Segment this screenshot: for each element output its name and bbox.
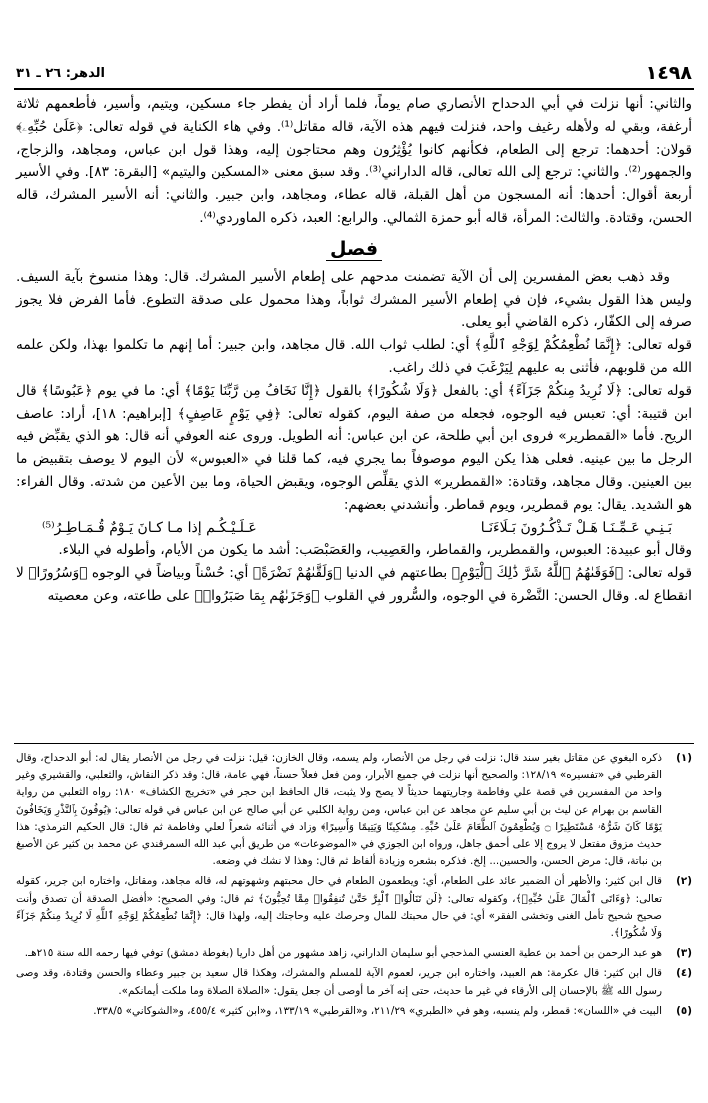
footnote-text: هو عبد الرحمن بن أحمد بن عطية العنسي المذحجي أبو سليمان الداراني، زاهد مشهور من أهل داريا (بغوطة دمشق) توفي فيها رحمه الله سنة ٢١٥هـ. (24, 947, 662, 960)
footnote-text: قال ابن كثير: قال عكرمة: هم العبيد، واختاره ابن جرير، لعموم الآية للمسلم والمشرك، وهكذا قال سعيد بن جبير وعطاء والحسن وقتادة، وقد وصى رسول الله ﷺ بالإحسان إلى الأرقاء في غير ما حديث، حتى إنه آخر ما أوصى أن جعل يقول: «الصلاة الصلاة وما ملكت أيمانكم». (16, 967, 662, 997)
footnote-number: (٢) (676, 875, 692, 888)
page-number: ١٤٩٨ (645, 62, 692, 84)
footnote-number: (٥) (676, 1004, 692, 1017)
verse-first-hemistich: بَـنِـي عَـمِّـنَـا هَـلْ تَـذْكُـرُونَ بَـلَاءَنَـا (480, 519, 672, 536)
footnote (16, 750, 692, 870)
paragraph-verse-11: قوله تعالى: ﴿فَوَقَىٰهُمُ ٱللَّهُ شَرَّ ذَٰلِكَ ٱلْيَوْمِ﴾ بطاعتهم في الدنيا ﴿وَلَقَّىٰهُمْ نَضْرَةً﴾ أي: حُسْناً وبياضاً في الوجوه ﴿وَسُرُورًا﴾ لا انقطاع له. وقال الحسن: النَّضْرة في الوجوه، والسُّرور في القلوب ﴿وَجَزَىٰهُم بِمَا صَبَرُوا۟﴾ على طاعته، وعن معصيته (16, 565, 692, 604)
paragraph-abu-ubayda: وقال أبو عبيدة: العبوس، والقمطرير، والقماطر، والعَصِيب، والعَصَبْصَب: أشد ما يكون من الأيام، وأطوله في البلاء. (58, 542, 692, 559)
footnote-number: (٣) (676, 947, 692, 960)
footnote-rule (14, 743, 694, 744)
footnote (16, 945, 692, 962)
poetry-verse (16, 517, 692, 540)
footnote-number: (١) (676, 752, 692, 764)
footnote-text: البيت في «اللسان»: قمطر، ولم ينسبه، وهو في «الطبري» ٢١١/٢٩، و«القرطبي» ١٣٣/١٩، و«ابن كثير» ٤٥٥/٤، و«الشوكاني» ٣٣٨/٥. (93, 1004, 662, 1017)
paragraph-second-view: والثاني: أنها نزلت في أبي الدحداح الأنصاري صام يوماً، فلما أراد أن يفطر جاء مسكين، ويتيم، وأسير، فأطعمهم ثلاثة أرغفة، وبقي له ولأهله رغيف واحد، فنزلت فيهم هذه الآية، قاله مقاتل⁽¹⁾. وفي هاء الكناية في قوله تعالى: ﴿عَلَىٰ حُبِّهِۦ﴾ قولان: أحدهما: ترجع إلى الطعام، فكأنهم كانوا يُؤْثِرُون وهم محتاجون إليه، وهذا قول ابن عباس، ومجاهد، والزجاج، والجمهور⁽²⁾. والثاني: ترجع إلى الله تعالى، قاله الداراني⁽³⁾. وقد سبق معنى «المسكين واليتيم» [البقرة: ٨٣]. وفي الأسير أربعة أقوال: أحدها: أنه المسجون من أهل القبلة، قاله عطاء، ومجاهد، وابن جبير. والثاني: أنه الأسير المشرك، قاله الحسن، وقتادة. والثالث: المرأة، قاله أبو حمزة الثمالي. والرابع: العبد، ذكره الماوردي⁽⁴⁾. (16, 96, 693, 226)
verse-second-hemistich: عَـلَـيْـكُـم إذا مـا كـانَ يَـوْمٌ قُـمَـاطِـرُ⁽⁵⁾ (42, 519, 257, 536)
sura-reference: الدهر: ٢٦ ـ ٣١ (16, 65, 105, 81)
footnotes (16, 750, 692, 1023)
paragraph-verse-10: قوله تعالى: ﴿لَا نُرِيدُ مِنكُمْ جَزَآءً﴾ أي: بالفعل ﴿وَلَا شُكُورًا﴾ بالقول ﴿إِنَّا نَخَافُ مِن رَّبِّنَا يَوْمًا﴾ أي: ما في يوم ﴿عَبُوسًا﴾ قال ابن قتيبة: أي: تعبس فيه الوجوه، فجعله من صفة اليوم، كقوله تعالى: ﴿فِي يَوْمٍ عَاصِفٍ﴾ [إبراهيم: ١٨]، أراد: عاصف الريح. فأما «القمطرير» فروى ابن أبي طلحة، عن ابن عباس: أنه الطويل. وروى عنه العوفي أنه قال: هو الذي يقبِّض فيه الرجل ما بين عينيه. فعلى هذا يكن اليوم موصوفاً بما يجري فيه، كما قلنا في «العبوس» لأن اليوم لا يوصف بتقبيض ما بين العينين. وقال مجاهد، وقتادة: «القمطرير» الذي يقلِّص الوجوه، ويقبض الحياة، وما بين الأعين من شدته. وقال الفراء: هو الشديد. يقال: يوم قمطرير، ويوم قماطر. وأنشدني بعضهم: (16, 382, 692, 513)
paragraph-abrogation: وقد ذهب بعض المفسرين إلى أن الآية تضمنت مدحهم على إطعام الأسير المشرك. قال: وهذا منسوخ بآية السيف. وليس هذا القول بشيء، فإن في إطعام الأسير المشرك ثواباً، وهذا محمول على صدقة التطوع. فأما الفرض فلا يجوز صرفه إلى الكفّار، ذكره القاضي أبو يعلى. (16, 268, 692, 331)
main-text (16, 93, 692, 608)
paragraph-verse-9: قوله تعالى: ﴿إِنَّمَا نُطْعِمُكُمْ لِوَجْهِ ٱللَّهِ﴾ أي: لطلب ثواب الله. قال مجاهد، وابن جبير: أما إنهم ما تكلموا بهذا، ولكن علمه الله من قلوبهم، فأثنى به عليهم لِيَرْغَبَ في ذلك راغب. (16, 337, 692, 376)
footnote-number: (٤) (676, 967, 692, 980)
running-header (16, 62, 692, 84)
footnote-text: ذكره البغوي عن مقاتل بغير سند قال: نزلت في رجل من الأنصار، ولم يسمه، وقال الخازن: قيل: نزلت في رجل من الأنصار يقال له: أبو الدحداح، وقال القرطبي في «تفسيره» ١٢٨/١٩: والصحيح أنها نزلت في جميع الأبرار، ومن فعل فعلاً حسناً، فهي عامة، قال: وقد ذكر النقاش، والثعلبي، والقشيري وغير واحد من المفسرين في قصة علي وفاطمة وجاريتهما حديثاً لا يصح ولا يثبت، قال الحافظ ابن حجر في «تخريج الكشاف» ١٨٠: رواه الثعلبي من رواية القاسم بن بهرام عن ليث بن أبي سليم عن مجاهد عن ابن عباس، ومن رواية الكلبي عن أبي صالح عن ابن عباس في قوله تعالى: ﴿يُوفُونَ بِٱلنَّذْرِ وَيَخَافُونَ يَوْمًا كَانَ شَرُّهُۥ مُسْتَطِيرًا ۝ وَيُطْعِمُونَ ٱلطَّعَامَ عَلَىٰ حُبِّهِۦ مِسْكِينًا وَيَتِيمًا وَأَسِيرًا﴾ وزاد في أثنائه شعراً لعلي وفاطمة ثم قال: قال الحكيم الترمذي: هذا حديث مزوق مفتعل لا يروج إلا على أحمق جاهل، ورواه ابن الجوزي في «الموضوعات» من طريق أبي عبد الله السمرقندي عن محمد بن كثير عن الأصبغ بن نباتة، قال: مرض الحسن، والحسين... إلخ. فذكره بشعره وزيادة ألفاظ ثم قال: وهذا لا نشك في وضعه. (16, 752, 662, 868)
footnote-text: قال ابن كثير: والأظهر أن الضمير عائد على الطعام، أي: ويطعمون الطعام في حال محبتهم وشهوتهم له، قاله مجاهد، ومقاتل، واختاره ابن جرير، كقوله تعالى: ﴿وَءَاتَى ٱلْمَالَ عَلَىٰ حُبِّهِۦ﴾، وكقوله تعالى: ﴿لَن تَنَالُوا۟ ٱلْبِرَّ حَتَّىٰ تُنفِقُوا۟ مِمَّا تُحِبُّونَ﴾ ثم قال: وفي الصحيح: «أفضل الصدقة أن تصدق وأنت صحيح شحيح تأمل الغنى وتخشى الفقر» أي: في حال محبتك للمال وحرصك عليه وحاجتك إليه، ولهذا قال: ﴿إِنَّمَا نُطْعِمُكُمْ لِوَجْهِ ٱللَّهِ لَا نُرِيدُ مِنكُمْ جَزَآءً وَلَا شُكُورًا﴾. (16, 875, 662, 940)
section-heading-text: فصل (326, 238, 382, 261)
section-heading (16, 234, 692, 264)
footnote (16, 965, 692, 999)
header-rule (14, 88, 694, 90)
footnote (16, 1003, 692, 1020)
footnote (16, 873, 692, 942)
